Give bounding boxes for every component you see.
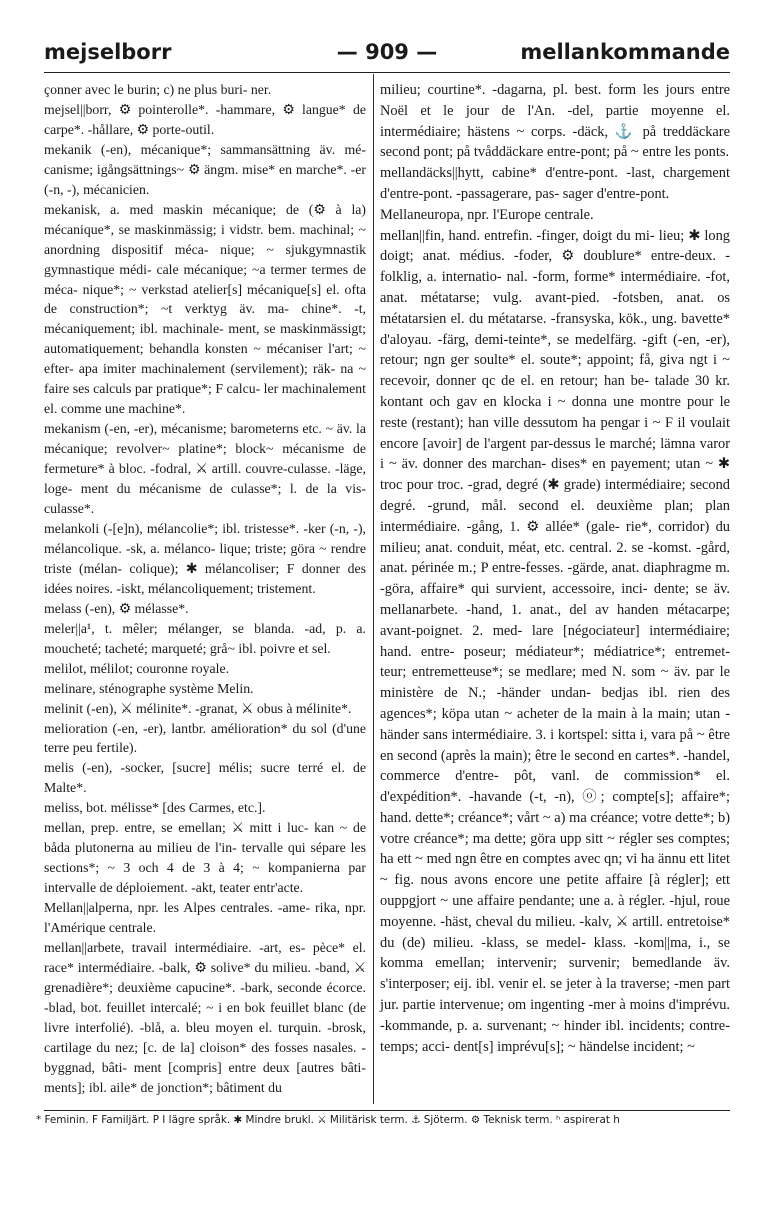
dictionary-entry: mekanism (-en, -er), mécanisme; barometerns etc. ~ äv. la mécanique; revolver~ platine*; block~ mécanisme de fermeture* à bloc. -fodral, ⚔ artill. couvre-culasse. -läge, loge- ment du mécanisme de culasse*; l. de la vis-culasse*. [44, 421, 366, 517]
page-header [44, 40, 730, 70]
dictionary-entry: milieu; courtine*. -dagarna, pl. best. form les jours entre Noël et le jour de l'An. -del, partie moyenne el. intermédiaire; hästens ~ corps. -däck, ⚓ på treddäckare second pont; på tvåddäckare entre-pont; på ~ entre les ponts. [380, 82, 730, 161]
dictionary-entry: Mellan||alperna, npr. les Alpes centrales. -ame- rika, npr. l'Amérique centrale. [44, 900, 366, 936]
dictionary-entry: mejsel||borr, ⚙ pointerolle*. -hammare, ⚙ langue* de carpe*. -hållare, ⚙ porte-outil. [44, 101, 366, 137]
dictionary-entry: melass (-en), ⚙ mélasse*. [44, 600, 189, 616]
column-divider [373, 74, 374, 1104]
dictionary-entry: mellan||arbete, travail intermédiaire. -art, es- pèce* el. race* intermédiaire. -balk, ⚙ solive* du milieu. -band, ⚔ grenadière*; deuxième capucine*. -bark, seconde écorce. -blad, bot. feuillet intercalé; ~ i en bok feuillet blanc (de livre interfolié). -blå, a. bleu moyen el. turquin. -brosk, cartilage du nez; [c. de la] cloison* des fosses nasales. -byggnad, bâti- ment [compris] entre deux [autres bâti- ments]; ibl. aile* de jonction*; bâtiment du [44, 939, 366, 1095]
footnote-rule [44, 1110, 730, 1111]
dictionary-entry: mekanisk, a. med maskin mécanique; de (⚙ à la) mécanique*, se maskinmässig; i vidstr. bem. machinal; ~ anordning dispositif méca- nique; ~ sjukgymnastik gymnastique médi- cale mécanique; ~a termer termes de méca- nique*; ~ verkstad atelier[s] mécanique[s] el. ofta de construction*; ~t verktyg äv. ma- chine*. -t, mécaniquement; ibl. machinale- ment, se maskinmässigt; automatiquement; behandla konsten ~ mécaniser l'art; ~ efter- apa imiter machinalement (servilement); räk- na ~ faire ses calculs par pratique*; F calcu- ler machinalement el. comme une machine*. [44, 201, 366, 417]
dictionary-entry: melioration (-en, -er), lantbr. amélioration* du sol (d'une terre peu fertile). [44, 720, 366, 756]
left-column [44, 80, 366, 1098]
dictionary-entry: meliss, bot. mélisse* [des Carmes, etc.]. [44, 800, 266, 816]
dictionary-entry: Mellaneuropa, npr. l'Europe centrale. [380, 206, 594, 223]
dictionary-entry: mellandäcks||hytt, cabine* d'entre-pont. -last, chargement d'entre-pont. -passagerare, pas- sager d'entre-pont. [380, 165, 730, 202]
dictionary-entry: melinare, sténographe système Melin. [44, 680, 254, 696]
dictionary-entry: mellan||fin, hand. entrefin. -finger, doigt du mi- lieu; ✱ long doigt; anat. médius. -foder, ⚙ doublure* entre-deux. -folklig, a. internatio- nal. -form, forme* intermédiaire. -fot, anat. métatarse; vulg. avant-pied. -fotsben, anat. os métatarsien el. du métatarse. -fransyska, kök., ung. bavette* d'aloyau. -färg, demi-teinte*, se medelfärg. -gift (-en, -er), retour; ngn ger soulte* el. soute*; appoint; få, giva ngt i ~ recevoir, donner qc de el. en retour; han be- talade 30 kr. kontant och gav en klocka i ~ donna une montre pour le reste (restant); han ville dessutom ha pengar i ~ F il voulait encore [avoir] de l'argent par-dessus le marché; lämna varor i ~ äv. donner des marchan- dises* en payement; utan ~ ✱ troc pour troc. -grad, degré (✱ grade) intermédiaire; second degré. -grund, mål. second el. deuxième plan; plan intermédiaire. -gång, 1. ⚙ allée* (gale- rie*, corridor) du milieu; anat. conduit, méat, etc. central. 2. se -komst. -gård, anat. périnée m.; P entre-fesses. -gärde, anat. diaphragme m. -göra, affaire* qui survient, accessoire, inci- dente; se äv. mellanarbete. -hand, 1. anat., del av handen métacarpe; avant-poignet. 2. med- lare [négociateur] intermédiaire; hand. entre- poseur; médiateur*; médiatrice*; entremet- teur; entremetteuse*; se medlare; med N. som ~ äv. par le ministère de N.; -händer undan- bedjas ibl. rien des agences*; köpa utan ~ acheter de la main à la main; utan -händer sans intermédiaire. 3. i kortspel: sitta i, vara på ~ être en second (après la main); être le second en cartes*. -handel, commerce d'entre- pôt, vanl. de commission* el. d'expédition*. -havande (-t, -n), ⓞ; compte[s]; affaire*; hand. dette*; créance*; vårt ~ a) ma créance; votre dette*; b) votre créance*; ma dette; göra upp sitt ~ régler ses comptes; ha ett ~ med ngn être en comptes avec qn; vi ha ännu ett litet ~ fig. nous avons encore une petite affaire [à régler]; ett ouppgjort ~ une affaire pendante; une a. à régler. -hjul, roue moyenne. -häst, cheval du milieu. -kalv, ⚔ artill. entretoise* du (de) milieu. -klass, se medel- klass. -kom||ma, i., se komma emellan; intervenir; survenir; bemedlande äv. s'interposer; eij. ibl. venir el. se jeter à la traverse; -men part jur. partie intervenue; om ingenting -mer à moins d'imprévu. -kommande, p. a. survenant; ~ hinder ibl. incidents; contre-temps; acci- dent[s] imprévu[s]; ~ händelse incident; ~ [380, 227, 730, 1055]
dictionary-entry: mellan, prep. entre, se emellan; ⚔ mitt i luc- kan ~ de båda plutonerna au milieu de l'in- tervalle qui sépare les sections*; ~ 3 och 4 de 3 à 4; ~ kompanierna par intervalle de déploiement. -akt, teater entr'acte. [44, 820, 366, 896]
page-number: — 909 — [336, 40, 438, 64]
dictionary-entry: çonner avec le burin; c) ne plus buri- ner. [44, 82, 272, 97]
header-rule [44, 72, 730, 73]
dictionary-entry: mekanik (-en), mécanique*; sammansättning äv. mé- canisme; igångsättnings~ ⚙ ängm. mise* en marche*. -er (-n, -), mécanicien. [44, 141, 366, 197]
footnote-legend: * Feminin. F Familjärt. P I lägre språk. ✱ Mindre brukl. ⚔ Militärisk term. ⚓ Sjöterm. ⚙ Teknisk term. ʰ aspirerat h [36, 1114, 620, 1126]
header-right-guideword: mellankommande [520, 40, 730, 64]
header-left-guideword: mejselborr [44, 40, 172, 64]
right-column [380, 80, 730, 1057]
dictionary-entry: melis (-en), -socker, [sucre] mélis; sucre terré el. de Malte*. [44, 760, 366, 796]
dictionary-entry: meler||a¹, t. mêler; mélanger, se blanda. -ad, p. a. moucheté; tacheté; marqueté; grå~ ibl. poivre et sel. [44, 620, 366, 656]
dictionary-entry: melilot, mélilot; couronne royale. [44, 660, 230, 676]
dictionary-entry: melinit (-en), ⚔ mélinite*. -granat, ⚔ obus à mélinite*. [44, 700, 352, 716]
dictionary-entry: melankoli (-[e]n), mélancolie*; ibl. tristesse*. -ker (-n, -), mélancolique. -sk, a. mélanco- lique; triste; göra ~ rendre triste (mélan- colique); ✱ mélancoliser; F donner des idées noires. -iskt, mélancoliquement; tristement. [44, 520, 366, 596]
